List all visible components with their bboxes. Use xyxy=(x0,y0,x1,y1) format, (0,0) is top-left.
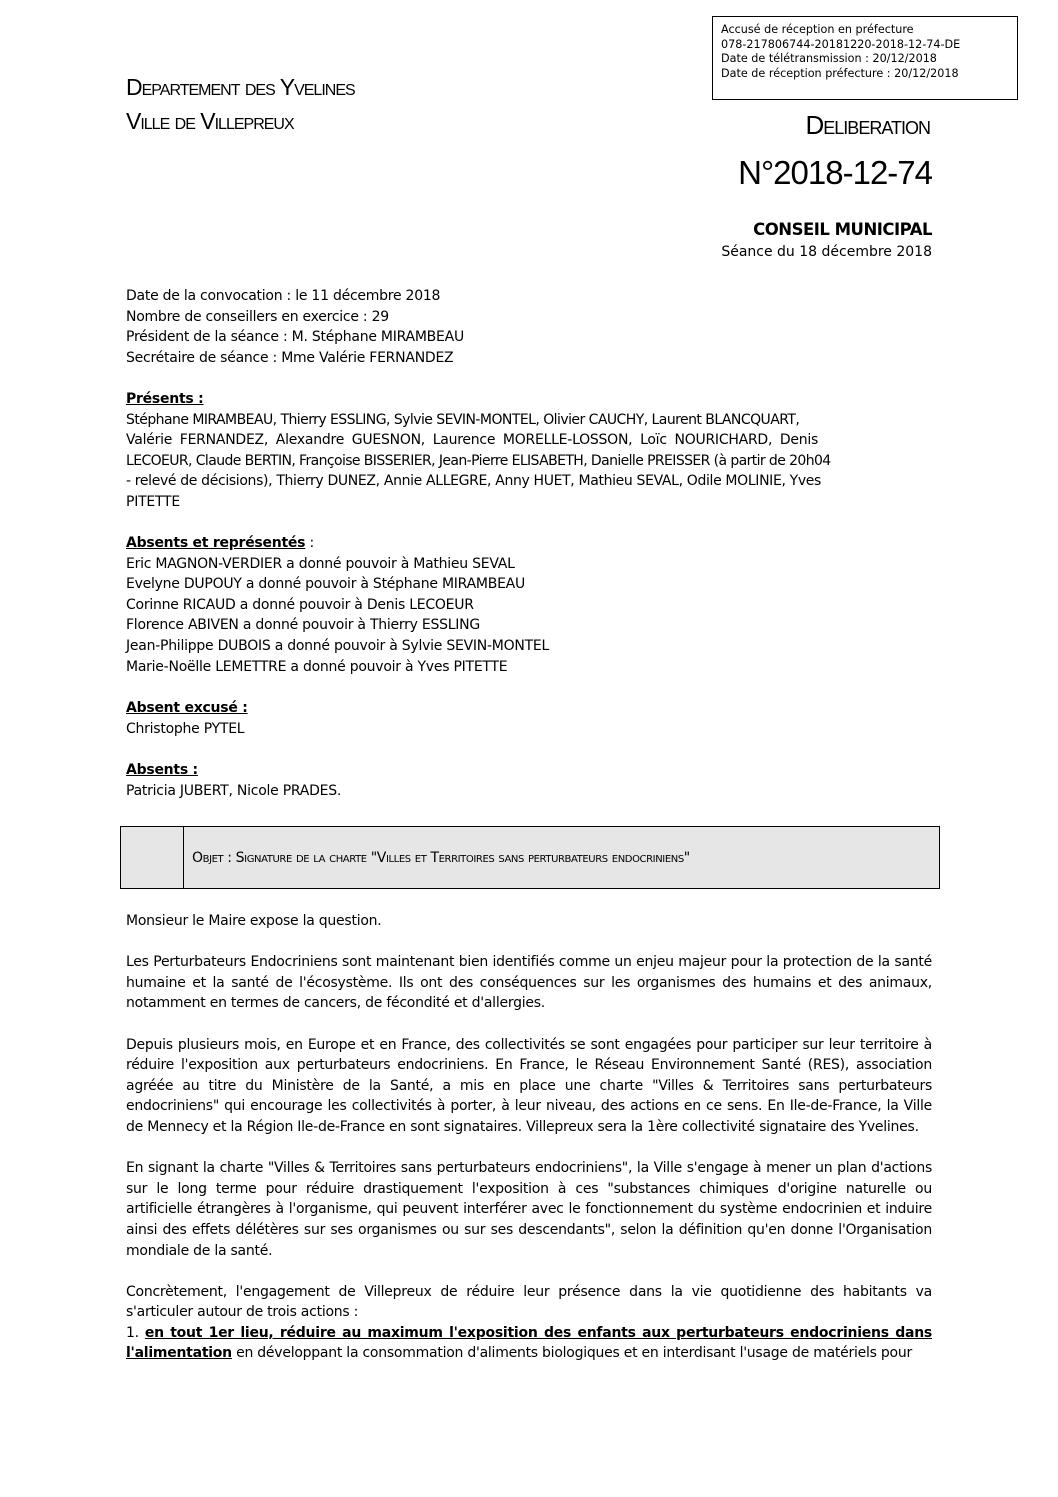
subject-box xyxy=(120,826,940,889)
action-highlight: en tout 1er lieu, réduire au maximum l'exposition des enfants aux perturbateurs endocriniens dans l'alimentation xyxy=(126,1324,933,1362)
excused-heading: Absent excusé : xyxy=(126,700,248,716)
convocation-date: Date de la convocation : le 11 décembre 2018 xyxy=(126,288,441,304)
deliberation-body xyxy=(126,911,932,1364)
absents-heading: Absents : xyxy=(126,762,198,778)
action-number: 1. xyxy=(126,1324,145,1341)
absents-line: Patricia JUBERT, Nicole PRADES. xyxy=(126,782,342,799)
subject-box-margin xyxy=(121,827,184,888)
meeting-meta xyxy=(126,286,932,368)
proxy-line: Corinne RICAUD a donné pouvoir à Denis LECOEUR xyxy=(126,596,474,613)
body-paragraph: Depuis plusieurs mois, en Europe et en France, des collectivités se sont engagées pour participer sur leur territoire à réduire l'exposition aux perturbateurs endocriniens. En France, le Réseau Environnement Santé (RES), association agréée au titre du Ministère de la Santé, a mis en place une charte "Villes & Territoires sans perturbateurs endocriniens" qui encourage les collectivités à porter, à leur niveau, des actions en ce sens. En Ile-de-France, la Ville de Mennecy et la Région Ile-de-France en sont signataires. Villepreux sera la 1ère collectivité signataire des Yvelines. xyxy=(126,1036,932,1135)
body-paragraph: En signant la charte "Villes & Territoires sans perturbateurs endocriniens", la Ville s'engage à mener un plan d'actions sur le long terme pour réduire drastiquement l'exposition à ces "substances chimiques d'origine naturelle ou artificielle étrangères à l'organisme, qui peuvent interférer avec le fonctionnement du système endocrinien et induire ainsi des effets délétères sur ses organismes ou sur ses descendants", selon la définition qu'en donne l'Organisation mondiale de la santé. xyxy=(126,1160,932,1259)
deliberation-label: Deliberation xyxy=(805,110,930,140)
stamp-line: Date de télétransmission : 20/12/2018 xyxy=(721,52,937,66)
presents-line: LECOEUR, Claude BERTIN, Françoise BISSERIER, Jean-Pierre ELISABETH, Danielle PREISSER (à partir de 20h04 xyxy=(126,452,831,469)
presents-line: PITETTE xyxy=(126,493,180,510)
action-text: en développant la consommation d'aliments biologiques et en interdisant l'usage de matériels pour xyxy=(231,1345,912,1362)
proxy-line: Marie-Noëlle LEMETTRE a donné pouvoir à Yves PITETTE xyxy=(126,658,508,675)
council-block xyxy=(721,218,932,262)
presents-line: - relevé de décisions), Thierry DUNEZ, Annie ALLEGRE, Anny HUET, Mathieu SEVAL, Odile MOLINIE, Yves xyxy=(126,473,822,490)
excused-section xyxy=(126,698,932,739)
presents-heading: Présents : xyxy=(126,391,204,407)
session-president: Président de la séance : M. Stéphane MIRAMBEAU xyxy=(126,329,464,346)
body-paragraph: Les Perturbateurs Endocriniens sont maintenant bien identifiés comme un enjeu majeur pour la protection de la santé humaine et la santé de l'écosystème. Ils ont des conséquences sur les organismes des humains et des animaux, notamment en termes de cancers, de fécondité et d'allergies. xyxy=(126,954,932,1012)
councillor-count: Nombre de conseillers en exercice : 29 xyxy=(126,308,389,325)
stamp-line: Accusé de réception en préfecture xyxy=(721,23,914,36)
body-paragraph: Monsieur le Maire expose la question. xyxy=(126,913,382,929)
represented-section xyxy=(126,533,932,677)
city-name: Ville de Villepreux xyxy=(126,108,294,134)
session-date: Séance du 18 décembre 2018 xyxy=(721,244,932,260)
presents-line: Valérie FERNANDEZ, Alexandre GUESNON, Laurence MORELLE-LOSSON, Loïc NOURICHARD, Denis xyxy=(126,432,819,449)
council-title: CONSEIL MUNICIPAL xyxy=(753,220,932,239)
proxy-line: Eric MAGNON-VERDIER a donné pouvoir à Mathieu SEVAL xyxy=(126,555,515,572)
issuer-heading xyxy=(126,70,355,138)
stamp-line: Date de réception préfecture : 20/12/2018 xyxy=(721,66,959,80)
proxy-line: Jean-Philippe DUBOIS a donné pouvoir à Sylvie SEVIN-MONTEL xyxy=(126,637,550,654)
represented-heading: Absents et représentés xyxy=(126,535,306,551)
deliberation-number: N°2018-12-74 xyxy=(738,154,932,191)
body-paragraph: Concrètement, l'engagement de Villepreux de réduire leur présence dans la vie quotidienne des habitants va s'articuler autour de trois actions : xyxy=(126,1283,932,1321)
prefecture-stamp xyxy=(712,16,1018,100)
represented-heading-suffix: : xyxy=(305,535,314,551)
action-item xyxy=(126,1323,932,1364)
proxy-line: Evelyne DUPOUY a donné pouvoir à Stéphane MIRAMBEAU xyxy=(126,576,525,593)
presents-line: Stéphane MIRAMBEAU, Thierry ESSLING, Sylvie SEVIN-MONTEL, Olivier CAUCHY, Laurent BLANCQUART, xyxy=(126,411,800,428)
presents-section xyxy=(126,389,932,513)
proxy-line: Florence ABIVEN a donné pouvoir à Thierry ESSLING xyxy=(126,617,480,634)
department-name: Departement des Yvelines xyxy=(126,74,355,100)
absents-section xyxy=(126,760,932,801)
stamp-line: 078-217806744-20181220-2018-12-74-DE xyxy=(721,37,961,51)
excused-line: Christophe PYTEL xyxy=(126,720,245,737)
session-secretary: Secrétaire de séance : Mme Valérie FERNANDEZ xyxy=(126,349,454,366)
subject-title: Objet : Signature de la charte "Villes et Territoires sans perturbateurs endocriniens" xyxy=(192,849,690,866)
